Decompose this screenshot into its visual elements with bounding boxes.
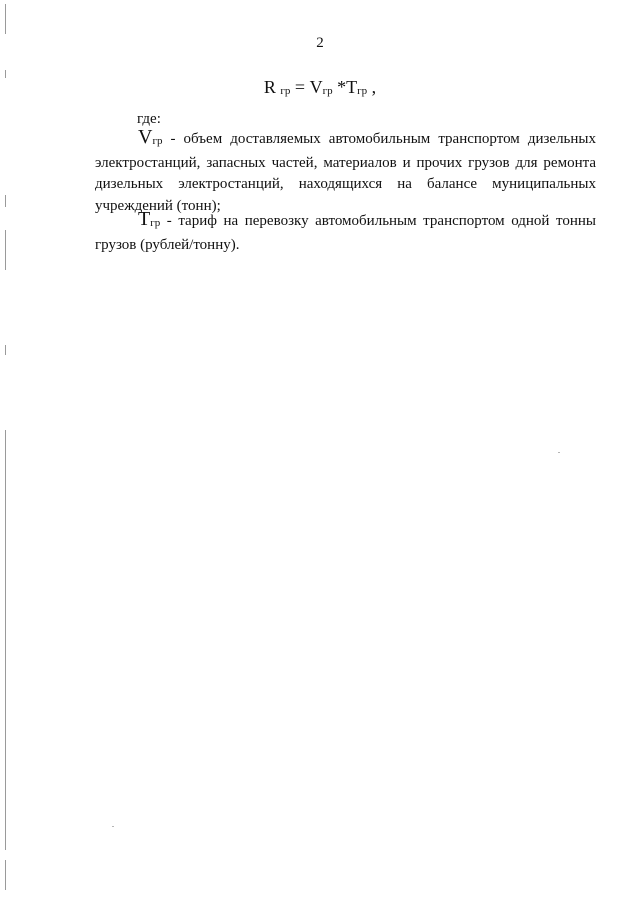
formula-v-subscript: гр — [322, 85, 333, 97]
scan-speck — [558, 452, 560, 453]
definition-v-text: - объем доставляемых автомобильным транспортом дизельных электростанций, запасных частей, материалов и прочих грузов для ремонта дизельных электростанций, находящихся на балансе муниципальных учреждений (тонн); — [95, 131, 596, 214]
formula-t-symbol: T — [346, 77, 358, 97]
formula-t-subscript: гр — [357, 85, 368, 97]
definition-v-subscript: гр — [152, 135, 163, 147]
definition-t-text: - тариф на перевозку автомобильным транспортом одной тонны грузов (рублей/тонну). — [95, 213, 596, 253]
where-label: где: — [137, 111, 161, 127]
scan-edge-segment — [5, 4, 6, 34]
formula-v-symbol: V — [309, 77, 323, 97]
formula-r-symbol: R — [263, 77, 276, 97]
scan-edge-segment — [5, 860, 6, 890]
scan-edge-segment — [5, 230, 6, 270]
definition-t-subscript: гр — [150, 217, 161, 229]
scan-speck — [112, 826, 114, 827]
definition-v — [95, 127, 596, 217]
formula-equals: = — [294, 77, 306, 97]
scan-edge-segment — [5, 345, 6, 355]
formula-r-subscript: гр — [280, 85, 291, 97]
definition-v-symbol: V — [138, 126, 153, 148]
page-number: 2 — [316, 35, 324, 51]
formula-times: * — [337, 77, 347, 97]
definition-t-symbol: T — [138, 208, 151, 230]
definition-t — [95, 209, 596, 256]
scan-edge-artifact — [0, 0, 10, 905]
scan-edge-segment — [5, 195, 6, 207]
formula — [0, 76, 640, 102]
scan-edge-segment — [5, 430, 6, 850]
formula-trailing-comma: , — [371, 77, 377, 97]
